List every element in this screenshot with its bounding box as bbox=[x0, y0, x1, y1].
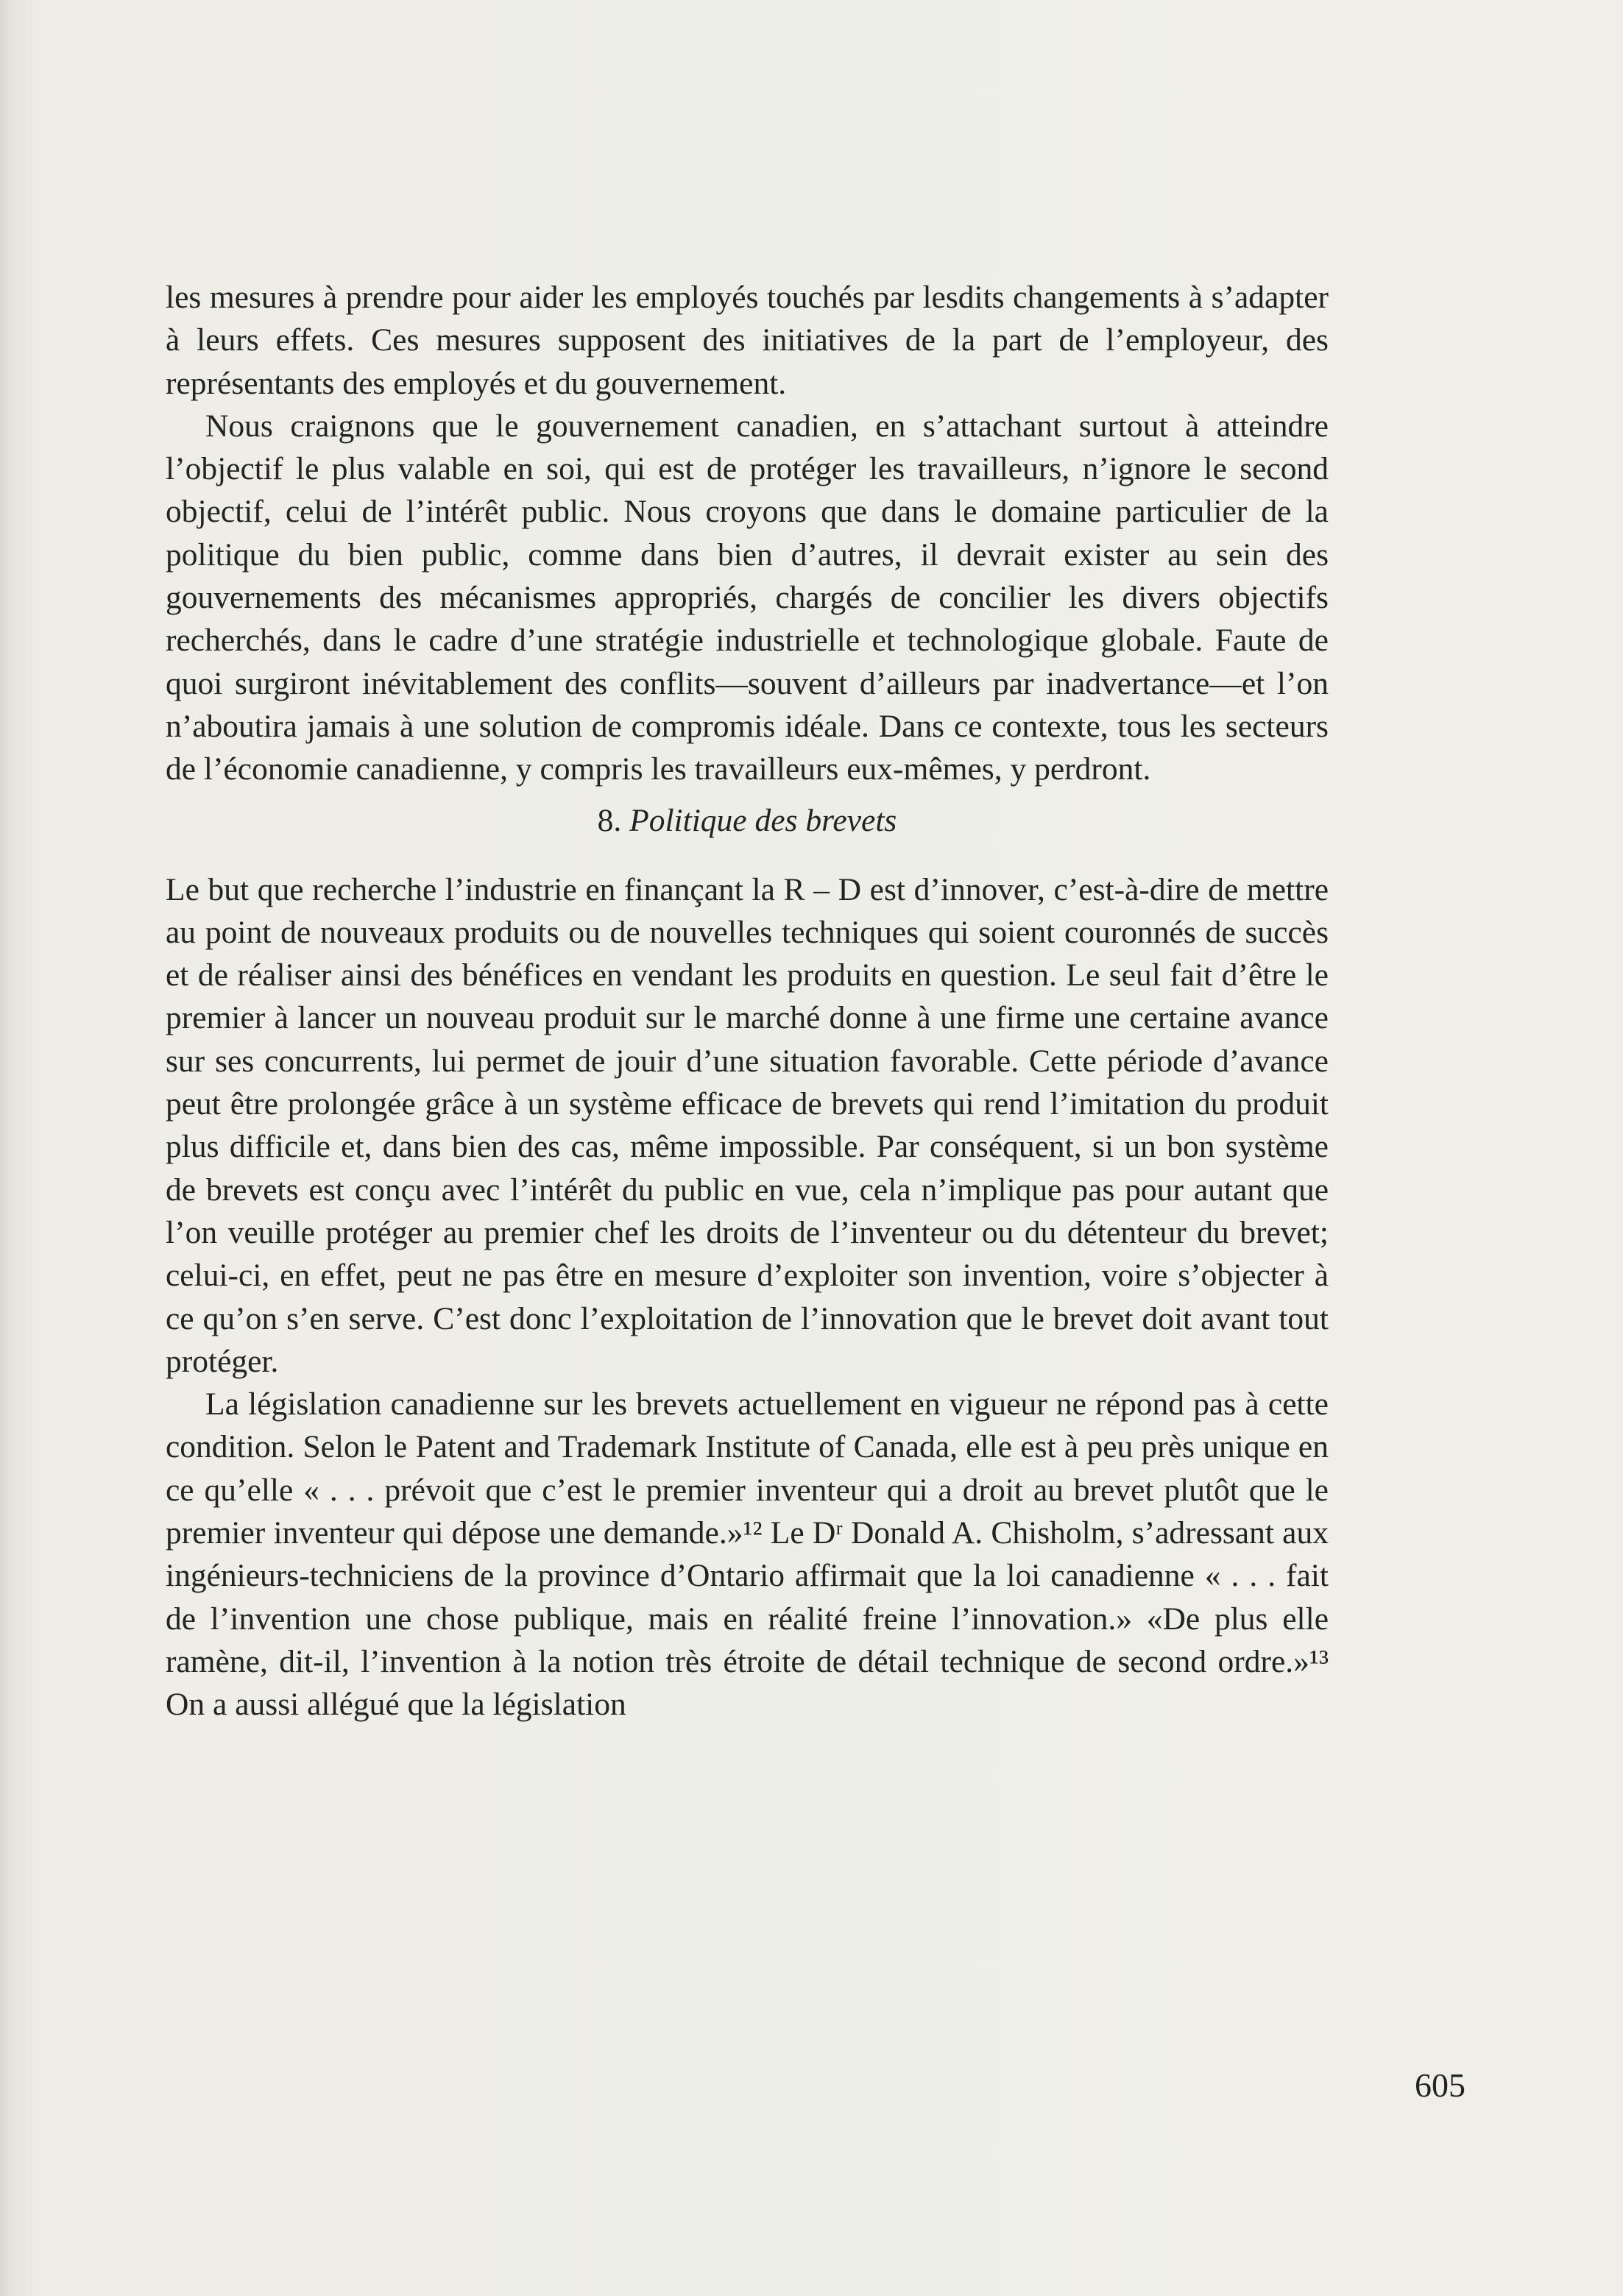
section-number: 8. bbox=[597, 802, 622, 838]
paragraph-government-concern: Nous craignons que le gouvernement canadien, en s’attachant surtout à atteindre l’objectif le plus valable en soi, qui est de protéger les travailleurs, n’ignore le second objectif, celui de l’intérêt public. Nous croyons que dans le domaine particulier de la politique du bien public, comme dans bien d’autres, il devrait exister au sein des gouvernements des mécanismes appropriés, chargés de concilier les divers objectifs recherchés, dans le cadre d’une stratégie industrielle et technologique globale. Faute de quoi surgiront inévitablement des conflits—souvent d’ailleurs par inadvertance—et l’on n’aboutira jamais à une solution de compromis idéale. Dans ce contexte, tous les secteurs de l’économie canadienne, y compris les travailleurs eux-mêmes, y perdront. bbox=[166, 408, 1329, 787]
page-number: 605 bbox=[1415, 2066, 1465, 2104]
paragraph-canadian-legislation: La législation canadienne sur les brevets actuellement en vigueur ne répond pas à cette condition. Selon le Patent and Trademark Institute of Canada, elle est à peu près unique en ce qu’elle « . . . prévoit que c’est le premier inventeur qui a droit au brevet plutôt que le premier inventeur qui dépose une demande.»¹² Le Dʳ Donald A. Chisholm, s’adressant aux ingénieurs-techniciens de la province d’Ontario affirmait que la loi canadienne « . . . fait de l’invention une chose publique, mais en réalité freine l’innovation.» «De plus elle ramène, dit-il, l’invention à la notion très étroite de détail technique de second ordre.»¹³ On a aussi allégué que la législation bbox=[166, 1386, 1329, 1723]
section-heading bbox=[166, 799, 1329, 842]
paragraph-rd-innovation: Le but que recherche l’industrie en finançant la R – D est d’innover, c’est-à-dire de mettre au point de nouveaux produits ou de nouvelles techniques qui soient couronnés de succès et de réaliser ainsi des bénéfices en vendant les produits en question. Le seul fait d’être le premier à lancer un nouveau produit sur le marché donne à une firme une certaine avance sur ses concurrents, lui permet de jouir d’une situation favorable. Cette période d’avance peut être prolongée grâce à un système efficace de brevets qui rend l’imitation du produit plus difficile et, dans bien des cas, même impossible. Par conséquent, si un bon système de brevets est conçu avec l’intérêt du public en vue, cela n’implique pas pour autant que l’on veuille protéger au premier chef les droits de l’inventeur ou du détenteur du brevet; celui-ci, en effet, peut ne pas être en mesure d’exploiter son invention, voire s’objecter à ce qu’on s’en serve. C’est donc l’exploitation de l’innovation que le brevet doit avant tout protéger. bbox=[166, 871, 1329, 1379]
body-text bbox=[166, 276, 1329, 1726]
paragraph-continuation: les mesures à prendre pour aider les employés touchés par lesdits changements à s’adapter à leurs effets. Ces mesures supposent des initiatives de la part de l’employeur, des représentants des employés et du gouvernement. bbox=[166, 280, 1329, 401]
section-title: Politique des brevets bbox=[629, 802, 897, 838]
